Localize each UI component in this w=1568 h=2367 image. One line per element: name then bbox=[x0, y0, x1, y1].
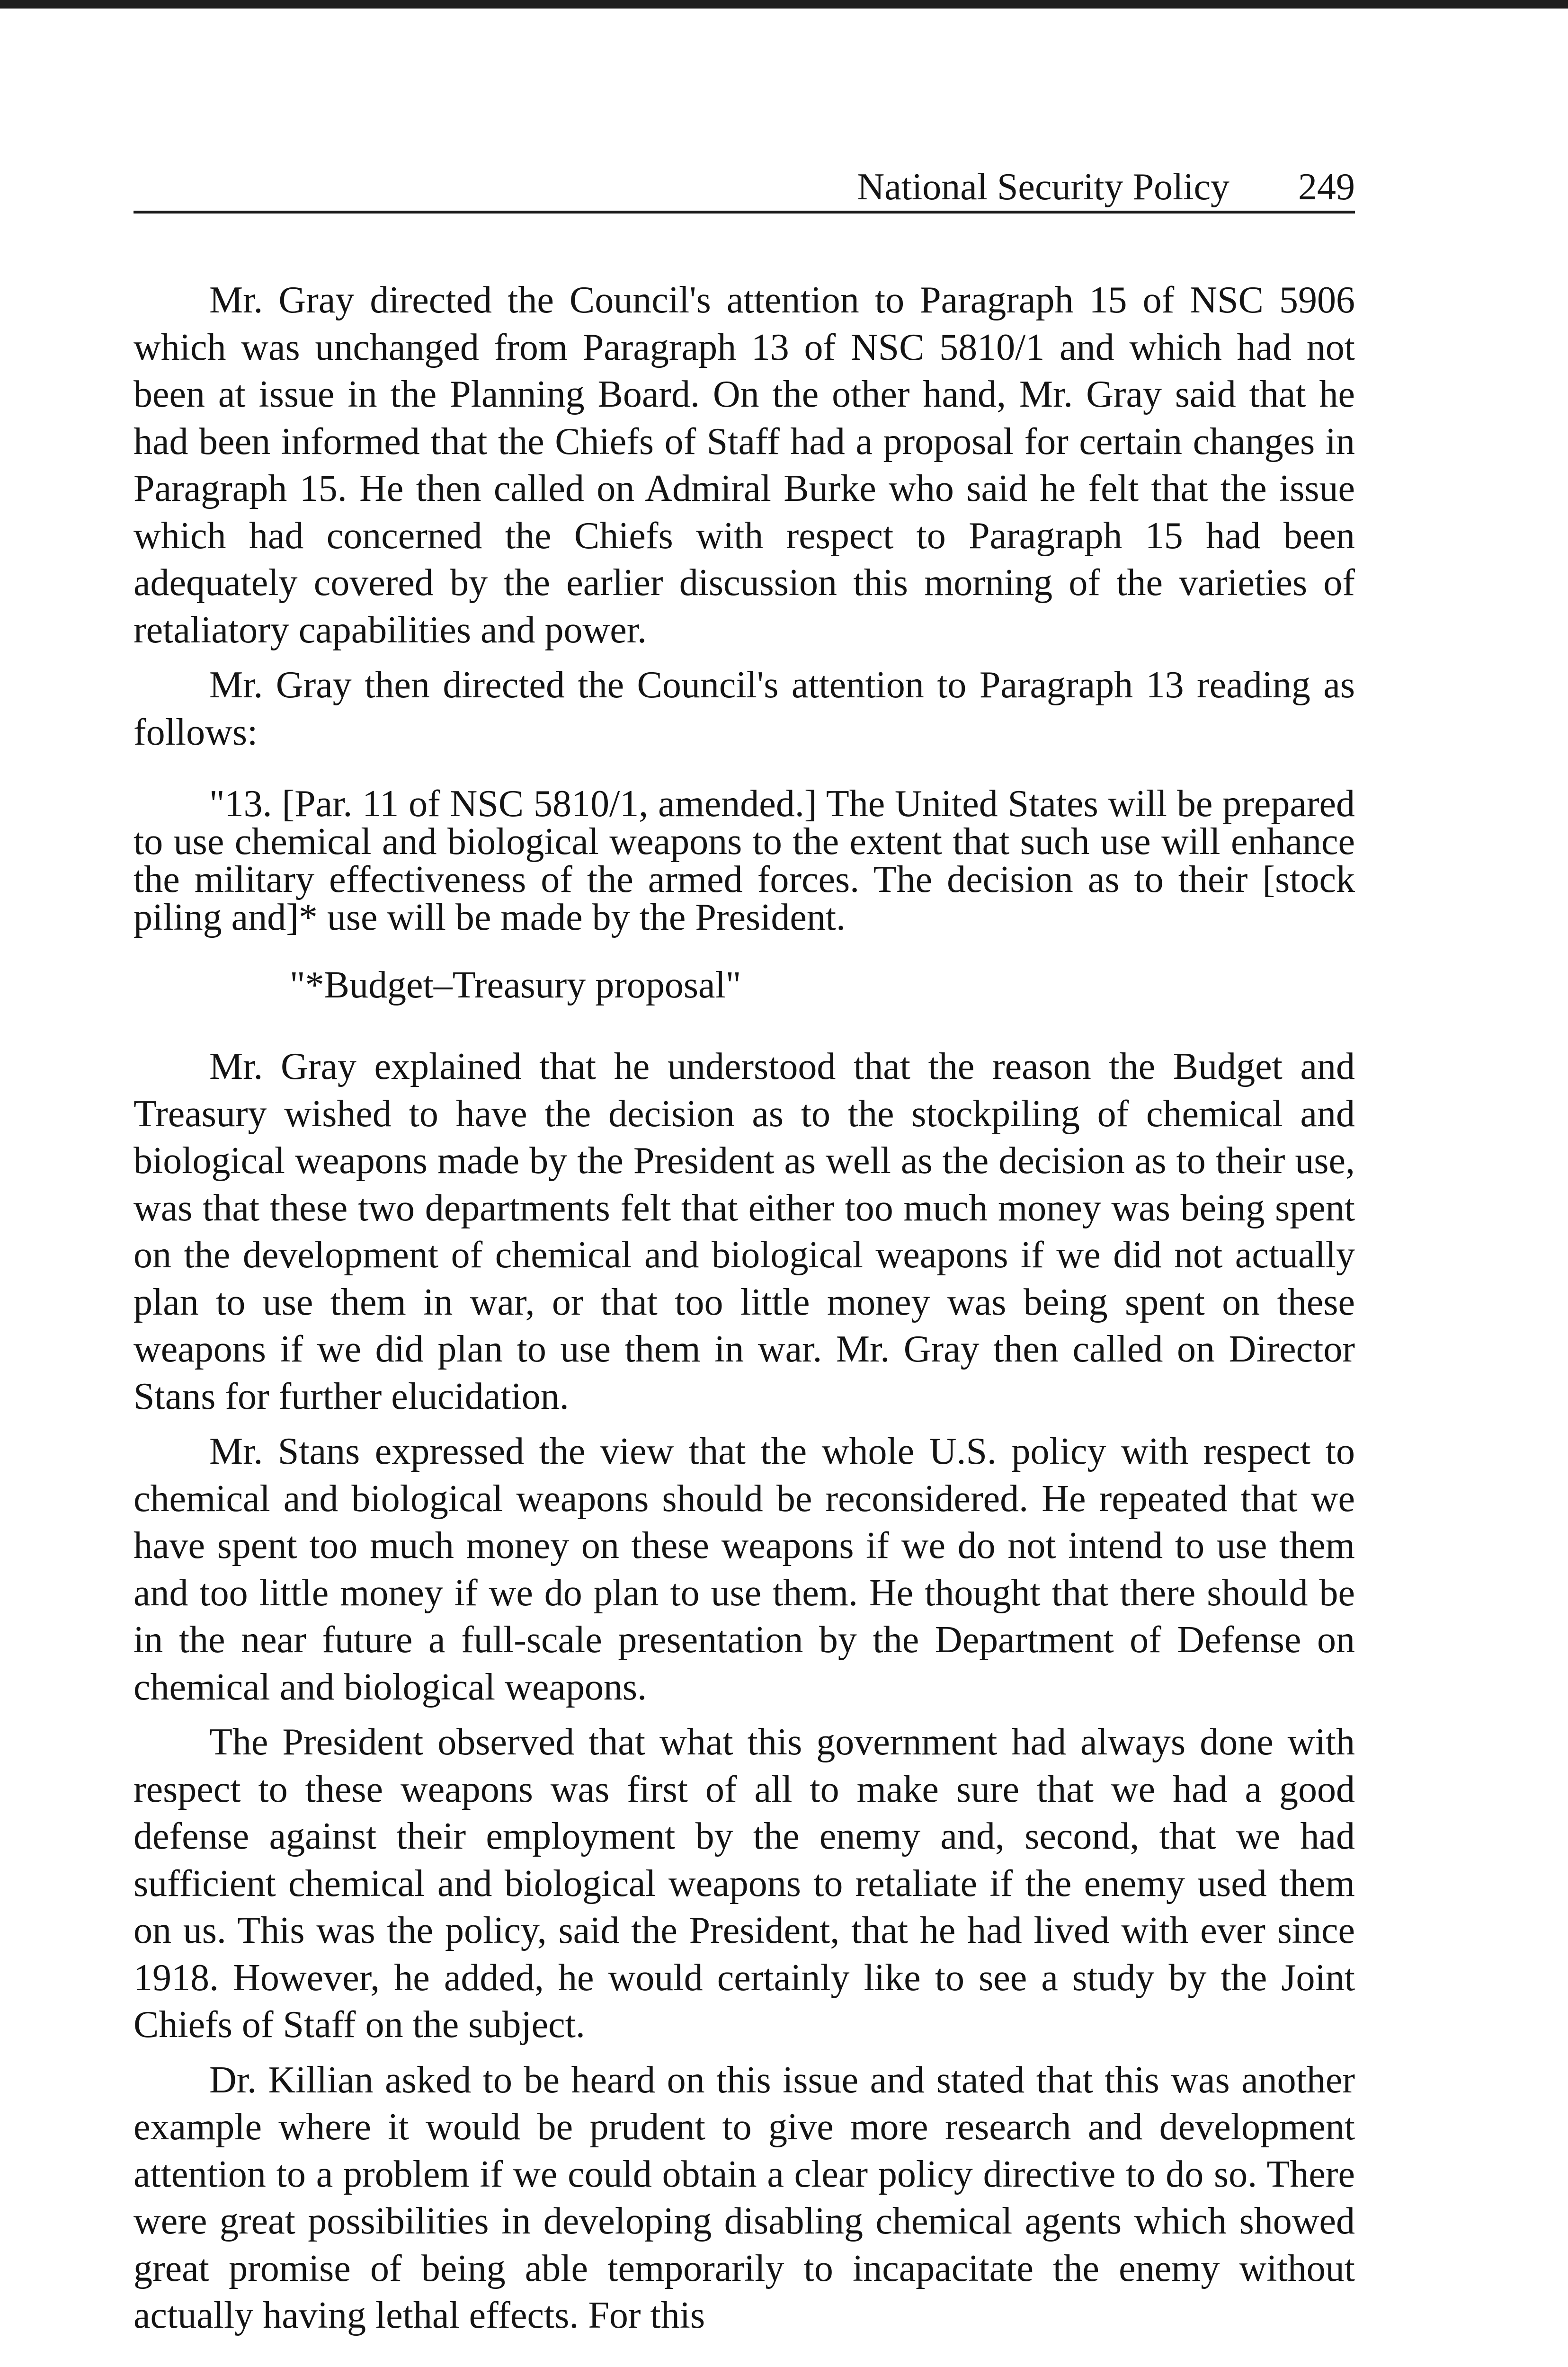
paragraph-killian-statement: Dr. Killian asked to be heard on this issue and stated that this was another example where it would be prudent to give more research and development attention to a problem if we could obtain a clear policy directive to do so. There were great possibilities in developing disabling chemical agents which showed great promise of being able temporarily to incapacitate the enemy without actually having lethal effects. For this bbox=[134, 2059, 1355, 2336]
paragraph-paragraph-15: Mr. Gray directed the Council's attention to Paragraph 15 of NSC 5906 which was unchanged from Paragraph 13 of NSC 5810/1 and which had not been at issue in the Planning Board. On the other hand, Mr. Gray said that he had been informed that the Chiefs of Staff had a proposal for certain changes in Paragraph 15. He then called on Admiral Burke who said he felt that the issue which had concerned the Chiefs with respect to Paragraph 15 had been adequately covered by the earlier discussion this morning of the varieties of retaliatory capabilities and power. bbox=[134, 279, 1355, 651]
paragraph-paragraph-13-intro: Mr. Gray then directed the Council's attention to Paragraph 13 reading as follows: bbox=[134, 664, 1355, 753]
page-body bbox=[134, 277, 1355, 2348]
scan-top-edge bbox=[0, 0, 1568, 9]
running-header bbox=[134, 156, 1355, 214]
quoted-paragraph-13: "13. [Par. 11 of NSC 5810/1, amended.] The United States will be prepared to use chemical and biological weapons to the extent that such use will enhance the military effectiveness of the armed forces. The decision as to their [stock piling and]* use will be made by the President. bbox=[134, 783, 1355, 938]
running-title: National Security Policy bbox=[857, 166, 1229, 208]
paragraph-president-observation: The President observed that what this government had always done with respect to these weapons was first of all to make sure that we had a good defense against their employment by the enemy and, second, that we had sufficient chemical and biological weapons to retaliate if the enemy used them on us. This was the policy, said the President, that he had lived with ever since 1918. However, he added, he would certainly like to see a study by the Joint Chiefs of Staff on the subject. bbox=[134, 1721, 1355, 2046]
paragraph-gray-explanation: Mr. Gray explained that he understood that the reason the Budget and Treasury wished to have the decision as to the stockpiling of chemical and biological weapons made by the President as well as the decision as to their use, was that these two departments felt that either too much money was being spent on the development of chemical and biological weapons if we did not actually plan to use them in war, or that too little money was being spent on these weapons if we did plan to use them in war. Mr. Gray then called on Director Stans for further elucidation. bbox=[134, 1046, 1355, 1417]
page-number: 249 bbox=[1298, 166, 1355, 208]
paragraph-stans-view: Mr. Stans expressed the view that the whole U.S. policy with respect to chemical and biological weapons should be reconsidered. He repeated that we have spent too much money on these weapons if we do not intend to use them and too little money if we do plan to use them. He thought that there should be in the near future a full-scale presentation by the Department of Defense on chemical and biological weapons. bbox=[134, 1431, 1355, 1708]
quote-footnote: "*Budget–Treasury proposal" bbox=[290, 964, 741, 1006]
